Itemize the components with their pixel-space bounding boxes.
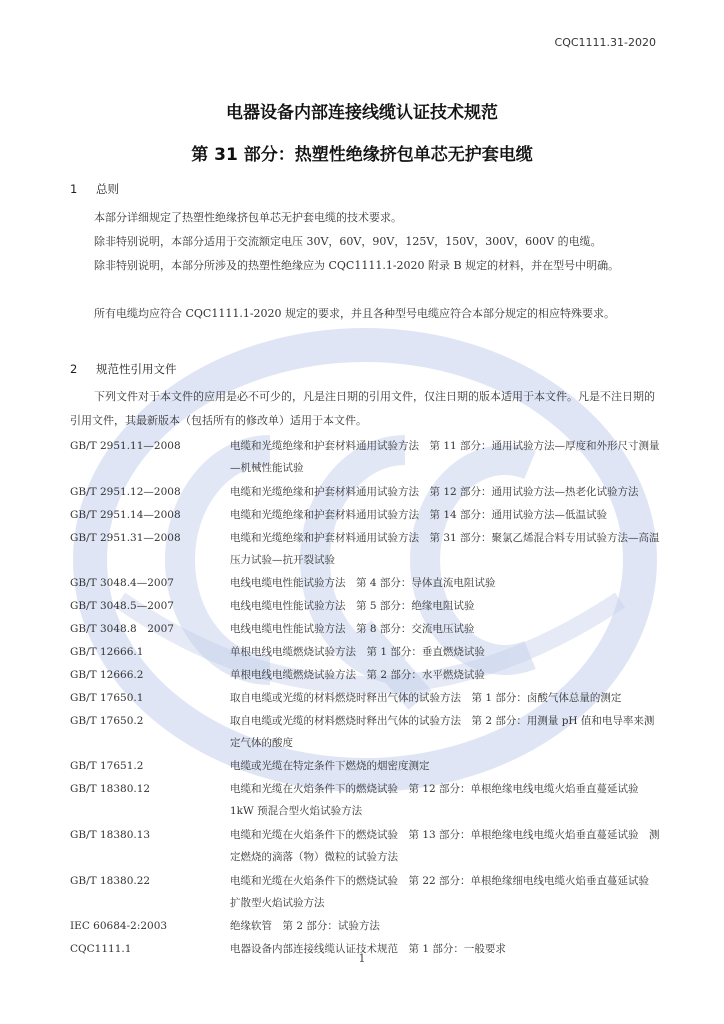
section-number: 2: [70, 362, 78, 376]
reference-title: 取自电缆或光缆的材料燃烧时释出气体的试验方法 第 1 部分：卤酸气体总量的测定: [230, 692, 622, 704]
reference-code: GB/T 2951.31—2008: [70, 532, 181, 544]
reference-code: GB/T 3048.4—2007: [70, 577, 174, 589]
reference-code: GB/T 2951.11—2008: [70, 440, 181, 452]
reference-title: 单根电线电缆燃烧试验方法 第 2 部分：水平燃烧试验: [230, 669, 485, 681]
document-title: 电器设备内部连接线缆认证技术规范: [226, 103, 498, 123]
reference-code: GB/T 17650.2: [70, 715, 144, 727]
reference-code: GB/T 12666.2: [70, 669, 144, 681]
section-heading-general: [70, 181, 119, 197]
document-subtitle: 第 31 部分：热塑性绝缘挤包单芯无护套电缆: [191, 145, 533, 165]
reference-code: GB/T 18380.12: [70, 783, 151, 795]
reference-title: 电缆和光缆在火焰条件下的燃烧试验 第 12 部分：单根绝缘电线电缆火焰垂直蔓延试验 1kW 预混合型火焰试验方法: [230, 783, 650, 817]
reference-code: GB/T 12666.1: [70, 646, 144, 658]
paragraph: 下列文件对于本文件的应用是必不可少的，凡是注日期的引用文件，仅注日期的版本适用于本文件。凡是不注日期的引用文件，其最新版本（包括所有的修改单）适用于本文件。: [70, 390, 655, 427]
reference-code: GB/T 3048.5—2007: [70, 600, 174, 612]
reference-title: 单根电线电缆燃烧试验方法 第 1 部分：垂直燃烧试验: [230, 646, 485, 658]
paragraph: 除非特别说明，本部分所涉及的热塑性绝缘应为 CQC1111.1-2020 附录 B 规定的材料，并在型号中明确。: [94, 259, 620, 272]
reference-title: 电线电缆电性能试验方法 第 5 部分：绝缘电阻试验: [230, 600, 475, 612]
reference-code: GB/T 17651.2: [70, 760, 144, 772]
reference-title: 电缆和光缆绝缘和护套材料通用试验方法 第 12 部分：通用试验方法—热老化试验方法: [230, 486, 639, 498]
section-heading-normative-references: [70, 361, 177, 377]
reference-title: 电缆和光缆绝缘和护套材料通用试验方法 第 31 部分：聚氯乙烯混合料专用试验方法—高温压力试验—抗开裂试验: [230, 532, 660, 566]
reference-code: CQC1111.1: [70, 943, 132, 955]
reference-title: 电缆和光缆绝缘和护套材料通用试验方法 第 11 部分：通用试验方法—厚度和外形尺寸测量—机械性能试验: [230, 440, 660, 474]
section-title: 总则: [96, 182, 119, 196]
paragraph: 本部分详细规定了热塑性绝缘挤包单芯无护套电缆的技术要求。: [94, 211, 402, 224]
reference-code: GB/T 2951.14—2008: [70, 509, 181, 521]
paragraph: 除非特别说明，本部分适用于交流额定电压 30V，60V，90V，125V，150V，300V，600V 的电缆。: [94, 235, 602, 248]
reference-title: 电缆和光缆在火焰条件下的燃烧试验 第 22 部分：单根绝缘细电线电缆火焰垂直蔓延试验 扩散型火焰试验方法: [230, 875, 660, 909]
section-title: 规范性引用文件: [96, 362, 177, 376]
reference-title: 电缆和光缆绝缘和护套材料通用试验方法 第 14 部分：通用试验方法—低温试验: [230, 509, 608, 521]
reference-code: GB/T 18380.22: [70, 875, 151, 887]
section-number: 1: [70, 182, 78, 196]
reference-code: GB/T 3048.8 2007: [70, 623, 174, 635]
reference-title: 电器设备内部连接线缆认证技术规范 第 1 部分：一般要求: [230, 943, 506, 955]
reference-title: 绝缘软管 第 2 部分：试验方法: [230, 920, 380, 932]
reference-title: 电线电缆电性能试验方法 第 4 部分：导体直流电阻试验: [230, 577, 496, 589]
reference-title: 电缆或光缆在特定条件下燃烧的烟密度测定: [230, 760, 430, 772]
reference-code: GB/T 2951.12—2008: [70, 486, 181, 498]
reference-code: IEC 60684-2:2003: [70, 920, 168, 932]
page-number: 1: [358, 952, 366, 965]
reference-title: 电线电缆电性能试验方法 第 8 部分：交流电压试验: [230, 623, 475, 635]
reference-code: GB/T 18380.13: [70, 829, 151, 841]
reference-title: 电缆和光缆在火焰条件下的燃烧试验 第 13 部分：单根绝缘电线电缆火焰垂直蔓延试验 测定燃烧的滴落（物）微粒的试验方法: [230, 829, 660, 863]
reference-title: 取自电缆或光缆的材料燃烧时释出气体的试验方法 第 2 部分：用测量 pH 值和电导率来测定气体的酸度: [230, 715, 655, 749]
paragraph: 所有电缆均应符合 CQC1111.1-2020 规定的要求，并且各种型号电缆应符合本部分规定的相应特殊要求。: [94, 307, 616, 320]
reference-code: GB/T 17650.1: [70, 692, 144, 704]
document-code: CQC1111.31-2020: [554, 36, 656, 49]
